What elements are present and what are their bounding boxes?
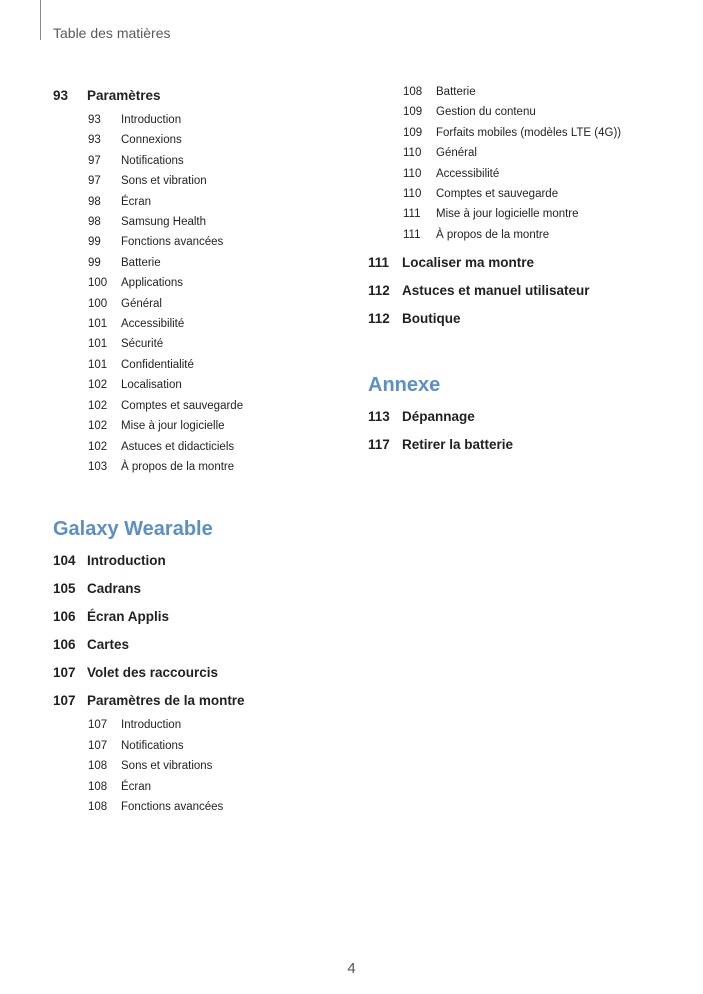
- toc-left-column: [53, 82, 353, 817]
- toc-item[interactable]: 102 Mise à jour logicielle: [88, 420, 225, 433]
- toc-item[interactable]: 97 Notifications: [88, 154, 184, 167]
- toc-item[interactable]: 93 Introduction: [88, 114, 182, 126]
- toc-item[interactable]: 101 Accessibilité: [88, 318, 185, 331]
- toc-section[interactable]: 117 Retirer la batterie: [368, 437, 514, 453]
- toc-item[interactable]: 109 Forfaits mobiles (modèles LTE (4G)): [403, 126, 622, 139]
- toc-item[interactable]: 99 Batterie: [88, 256, 161, 269]
- toc-item[interactable]: 108 Fonctions avancées: [88, 800, 224, 813]
- toc-section[interactable]: 107 Volet des raccourcis: [53, 665, 219, 681]
- toc-item[interactable]: 108 Sons et vibrations: [88, 760, 213, 773]
- toc-item[interactable]: 100 Général: [88, 297, 162, 310]
- toc-item[interactable]: 109 Gestion du contenu: [403, 106, 536, 119]
- toc-section[interactable]: 106 Écran Applis: [53, 609, 170, 625]
- toc-section[interactable]: 113 Dépannage: [368, 409, 475, 425]
- toc-section[interactable]: 93 Paramètres: [53, 88, 161, 103]
- toc-item[interactable]: 100 Applications: [88, 277, 184, 290]
- toc-item[interactable]: 103 À propos de la montre: [88, 460, 235, 473]
- chapter-heading-galaxy-wearable[interactable]: Galaxy Wearable: [53, 518, 213, 541]
- toc-item[interactable]: 107 Notifications: [88, 739, 184, 752]
- toc-section[interactable]: 112 Boutique: [368, 311, 461, 327]
- toc-item[interactable]: 108 Écran: [88, 780, 152, 793]
- toc-section[interactable]: 107 Paramètres de la montre: [53, 693, 245, 709]
- toc-item[interactable]: 107 Introduction: [88, 719, 182, 732]
- toc-section[interactable]: 104 Introduction: [53, 553, 166, 569]
- toc-item[interactable]: 98 Samsung Health: [88, 216, 207, 229]
- toc-item[interactable]: 101 Sécurité: [88, 338, 164, 351]
- toc-item[interactable]: 102 Localisation: [88, 379, 182, 392]
- chapter-heading-annexe[interactable]: Annexe: [368, 374, 441, 397]
- toc-item[interactable]: 102 Comptes et sauvegarde: [88, 399, 244, 412]
- toc-right-column: [368, 82, 688, 459]
- toc-item[interactable]: 111 À propos de la montre: [403, 228, 550, 241]
- toc-item[interactable]: 98 Écran: [88, 195, 152, 208]
- toc-item[interactable]: 111 Mise à jour logicielle montre: [403, 208, 579, 221]
- toc-item[interactable]: 110 Général: [403, 147, 477, 160]
- toc-section[interactable]: 106 Cartes: [53, 637, 130, 653]
- toc-item[interactable]: 102 Astuces et didacticiels: [88, 440, 235, 453]
- toc-section[interactable]: 111 Localiser ma montre: [368, 255, 535, 271]
- toc-section[interactable]: 112 Astuces et manuel utilisateur: [368, 283, 590, 299]
- header-title: Table des matières: [53, 25, 171, 41]
- page-number: 4: [347, 960, 356, 977]
- margin-rule: [40, 0, 41, 40]
- toc-item[interactable]: 108 Batterie: [403, 86, 476, 98]
- toc-item[interactable]: 110 Comptes et sauvegarde: [403, 188, 559, 201]
- toc-section[interactable]: 105 Cadrans: [53, 581, 142, 597]
- toc-item[interactable]: 101 Confidentialité: [88, 358, 194, 371]
- toc-item[interactable]: 110 Accessibilité: [403, 167, 500, 180]
- toc-item[interactable]: 93 Connexions: [88, 134, 182, 147]
- toc-item[interactable]: 99 Fonctions avancées: [88, 236, 224, 249]
- toc-item[interactable]: 97 Sons et vibration: [88, 175, 207, 188]
